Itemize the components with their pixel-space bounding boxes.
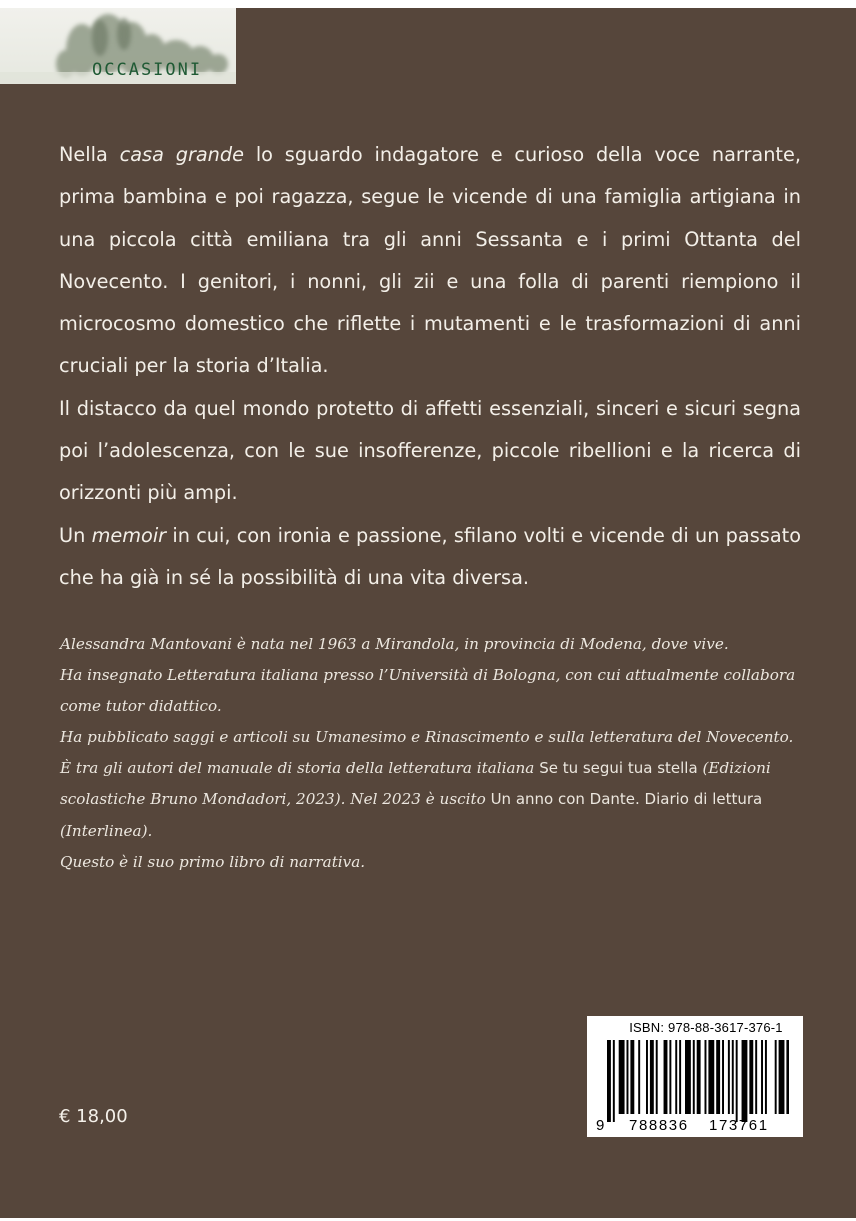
barcode-digits-right: 173761: [709, 1117, 769, 1134]
barcode-bar: [630, 1040, 634, 1114]
bio-text: Ha insegnato Letteratura italiana presso l’Università di Bologna, con cui attualmente collabora come tutor didattico.: [60, 666, 796, 716]
barcode-bar: [749, 1040, 753, 1114]
blurb-text: in cui, con ironia e passione, sfilano volti e vicende di un passato che ha già in sé la possibilità di una vita diversa.: [59, 523, 801, 589]
barcode-bar: [619, 1040, 625, 1114]
blurb-emphasis: memoir: [91, 523, 167, 547]
bio-text: (Edizioni scolastiche Bruno Mondadori, 2023). Nel 2023 è uscito: [60, 759, 771, 809]
barcode-bar: [669, 1040, 671, 1114]
barcode-bar: [675, 1040, 677, 1114]
barcode-bar: [650, 1040, 654, 1114]
barcode-bar: [775, 1040, 777, 1114]
bio-line-4: [60, 753, 802, 846]
barcode-bar: [638, 1040, 640, 1114]
blurb: [59, 134, 801, 599]
blurb-text: lo sguardo indagatore e curioso della voce narrante, prima bambina e poi ragazza, segue le vicende di una famiglia artigiana in una piccola città emiliana tra gli anni Sessanta e i primi Ottanta del Novecento. I genitori, i nonni, gli zii e una folla di parenti riempiono il microcosmo domestico che riflette i mutamenti e le trasformazioni di anni cruciali per la storia d’Italia.: [59, 143, 801, 378]
isbn-barcode: [587, 1016, 803, 1137]
isbn-label: ISBN: 978-88-3617-376-1: [629, 1020, 783, 1035]
barcode-bar: [656, 1040, 658, 1114]
barcode-bar: [708, 1040, 714, 1114]
series-logo: [0, 8, 236, 84]
barcode-bar: [613, 1040, 615, 1122]
barcode-bar: [728, 1040, 730, 1114]
barcode-bar: [742, 1040, 748, 1122]
bio-text: Questo è il suo primo libro di narrativa.: [60, 852, 366, 871]
barcode-bar: [786, 1040, 789, 1114]
bio-line-5: [60, 847, 802, 878]
barcode-bar: [722, 1040, 724, 1114]
barcode-bar: [664, 1040, 668, 1114]
barcode-bar: [736, 1040, 738, 1122]
bio-text: Alessandra Mantovani è nata nel 1963 a Mirandola, in provincia di Modena, dove vive.: [60, 635, 729, 653]
barcode-digits-left: 788836: [629, 1117, 689, 1134]
barcode-bar: [685, 1040, 691, 1114]
blurb-paragraph-2: Il distacco da quel mondo protetto di affetti essenziali, sinceri e sicuri segna poi l’adolescenza, con le sue insofferenze, piccole ribellioni e la ricerca di orizzonti più ampi.: [59, 396, 801, 505]
barcode-bar: [679, 1040, 681, 1114]
book-title: Un anno con Dante. Diario di lettura: [490, 790, 763, 809]
blurb-title-emphasis: casa grande: [119, 143, 245, 166]
bio-text: Ha pubblicato saggi e articoli su Umanesimo e Rinascimento e sulla letteratura del Novecento.: [60, 728, 794, 747]
blurb-text: Nella: [59, 143, 120, 166]
barcode-bar: [761, 1040, 763, 1114]
bio-text: (Interlinea).: [60, 821, 153, 840]
barcode-bar: [693, 1040, 695, 1114]
barcode-bar: [607, 1040, 611, 1122]
barcode-bar: [732, 1040, 734, 1114]
barcode-bar: [765, 1040, 767, 1114]
barcode-bar: [755, 1040, 757, 1114]
barcode-bars: [603, 1040, 789, 1122]
barcode-bar: [705, 1040, 707, 1114]
barcode-bar: [779, 1040, 785, 1114]
blurb-paragraph-3: [59, 515, 801, 600]
barcode-bar: [646, 1040, 648, 1114]
author-bio: [60, 629, 802, 878]
blurb-text: Un: [59, 523, 92, 547]
book-title: Se tu segui tua stella: [539, 759, 698, 778]
barcode-bar: [716, 1040, 720, 1114]
price: € 18,00: [59, 1106, 128, 1127]
barcode-bar: [627, 1040, 629, 1114]
blurb-paragraph-1: [59, 134, 801, 388]
series-name: OCCASIONI: [92, 60, 203, 80]
bio-line-2: [60, 660, 802, 722]
bio-line-3: [60, 722, 802, 753]
barcode-bar: [697, 1040, 701, 1114]
bio-line-1: [60, 629, 802, 660]
bio-text: È tra gli autori del manuale di storia della letteratura italiana: [60, 759, 540, 778]
barcode-digit-lead: 9: [596, 1117, 606, 1134]
